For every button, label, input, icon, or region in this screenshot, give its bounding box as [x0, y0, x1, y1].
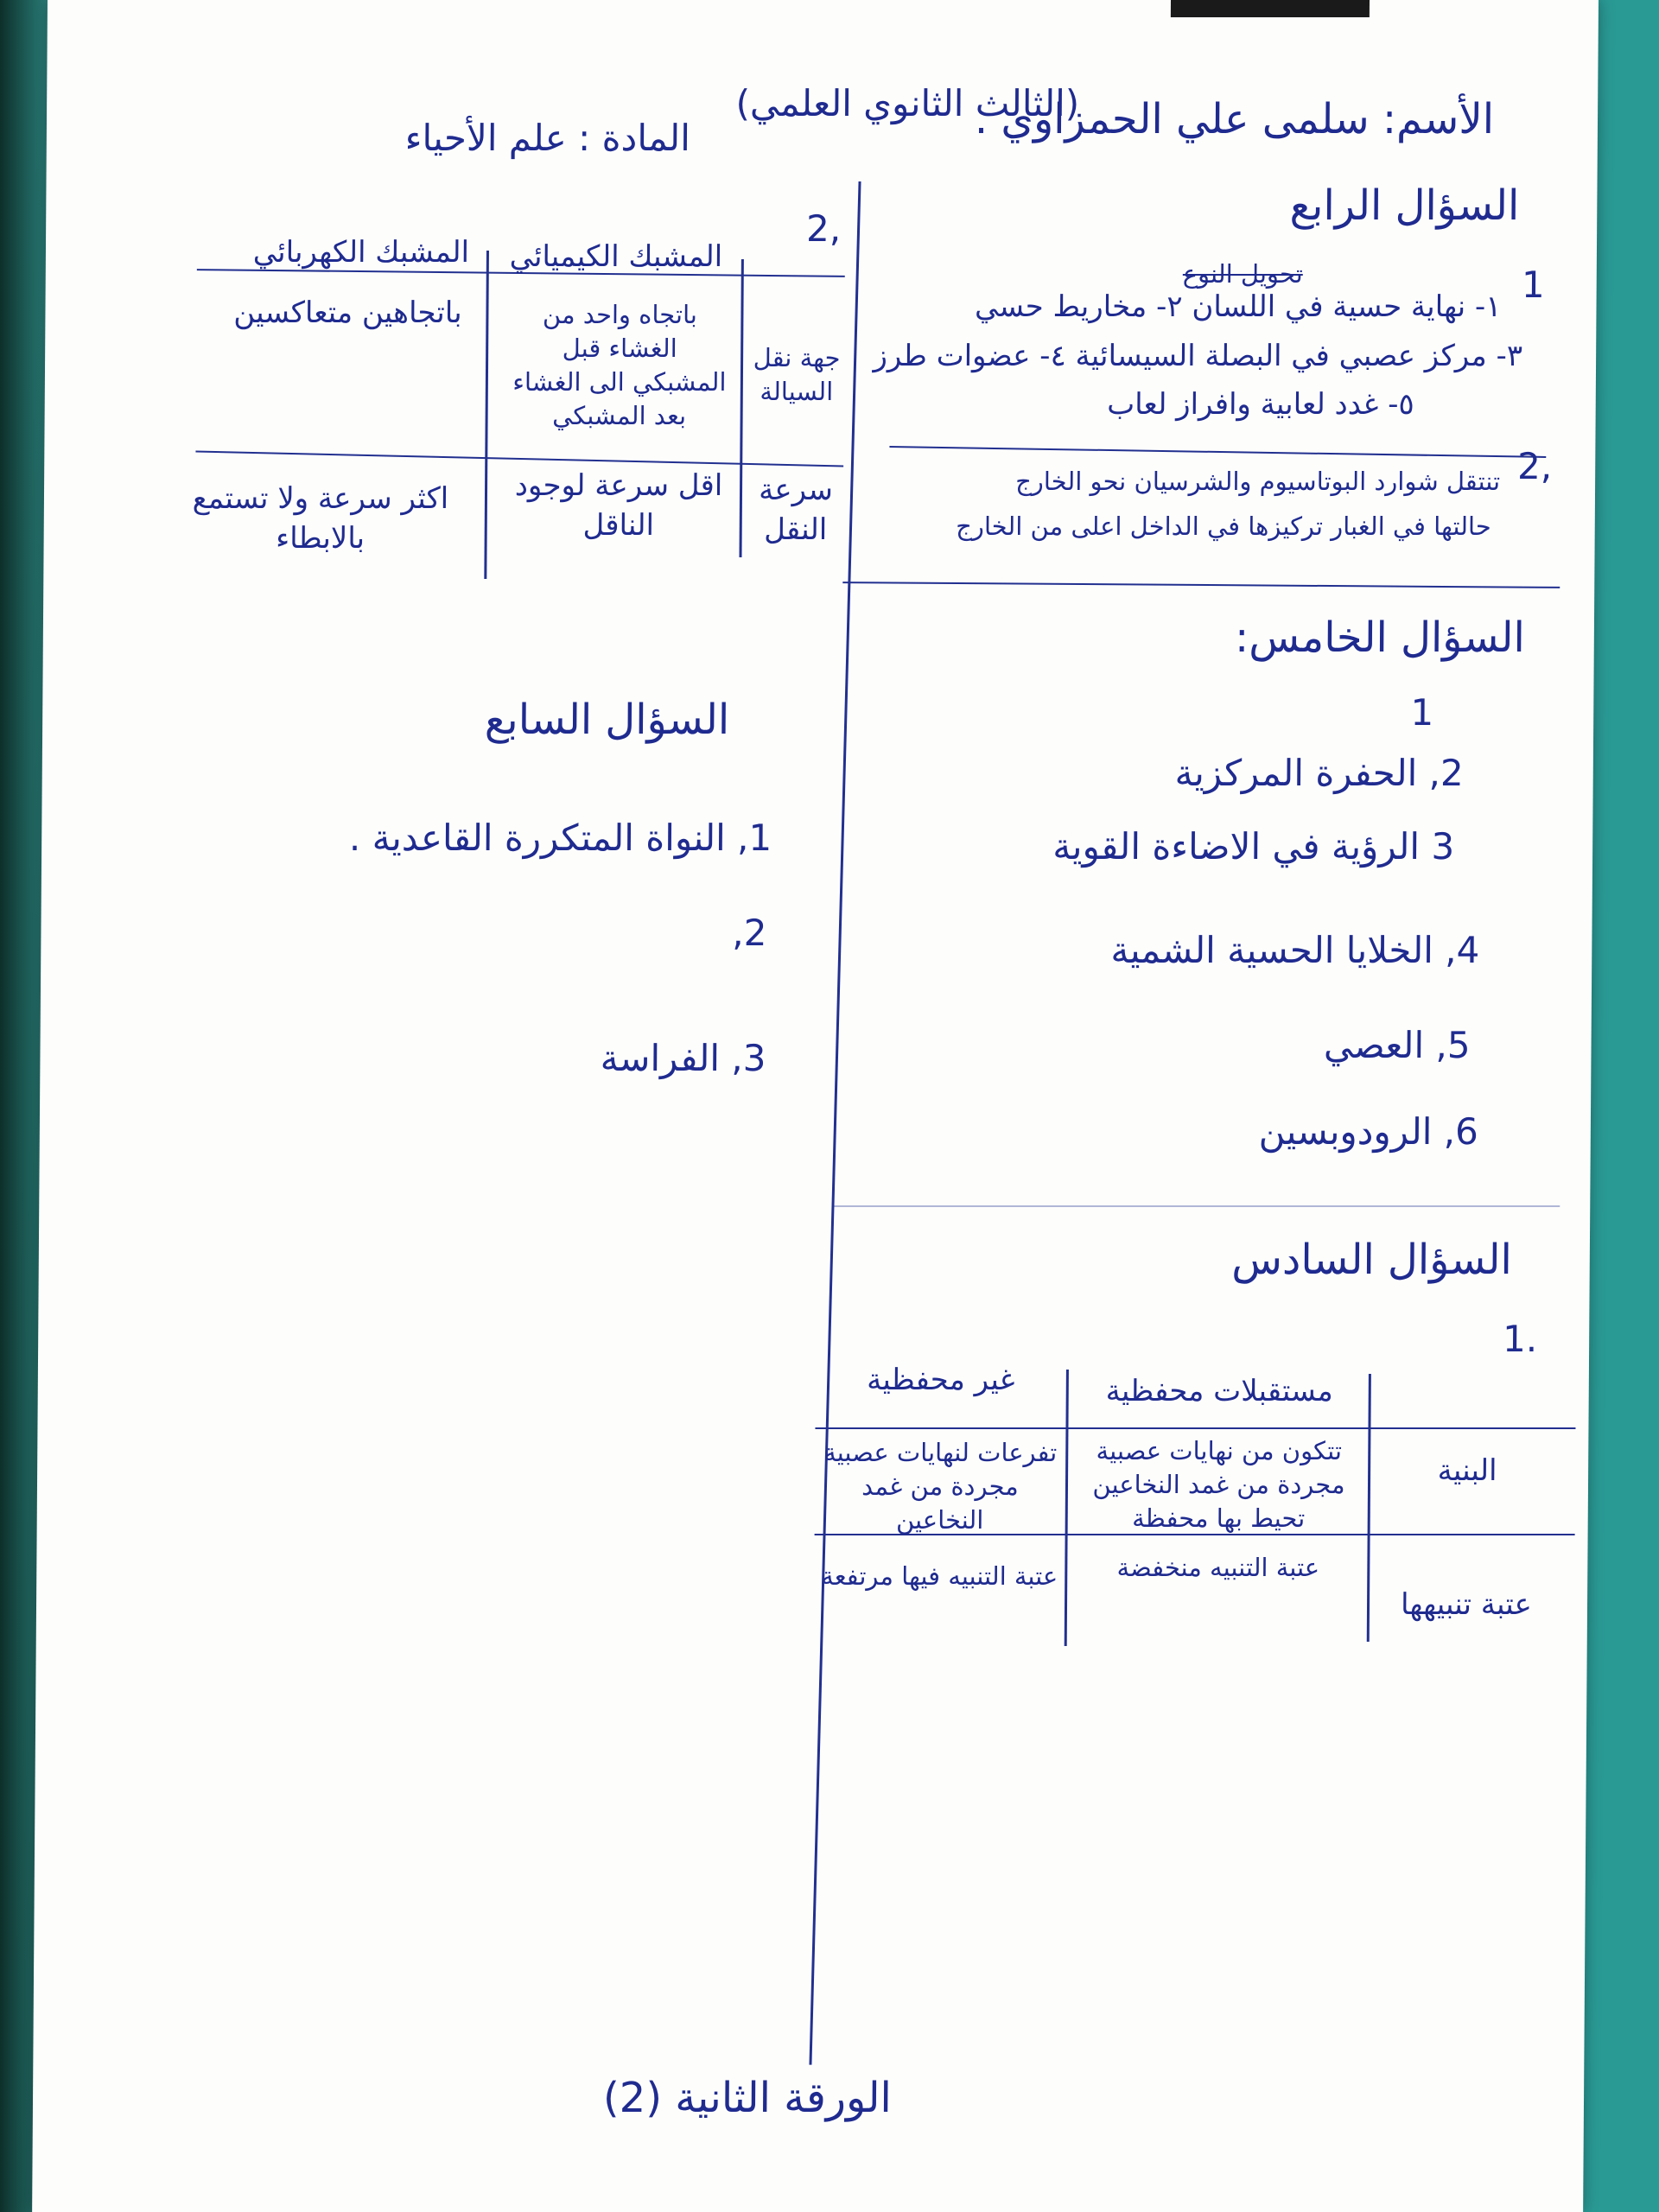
q4-title: السؤال الرابع	[1289, 181, 1520, 230]
q5-item: 5, العصي	[1323, 1024, 1471, 1066]
q6-row-header: عتبة تنبيهها	[1400, 1587, 1533, 1622]
q7-item: 1, النواة المتكررة القاعدية .	[348, 817, 772, 859]
q6-row-header: البنية	[1437, 1453, 1497, 1488]
q6-cell: تفرعات لنهايات عصبية مجردة من غمد النخاعين	[823, 1438, 1058, 1535]
q4-answer-line: حالتها في الغبار تركيزها في الداخل اعلى من الخارج	[956, 512, 1491, 541]
table1-col-header: المشبك الكيميائي	[509, 239, 723, 274]
divider-line	[834, 1205, 1560, 1207]
q5-item: 1	[1410, 691, 1434, 734]
q4-item-number: 2,	[1516, 445, 1553, 487]
q7-item: 2,	[732, 912, 767, 954]
subject-label: المادة : علم الأحياء	[404, 117, 691, 159]
q4-answer-line: تنتقل شوارد البوتاسيوم والشرسيان نحو الخارج	[1015, 467, 1501, 496]
q6-cell: عتبة التنبيه فيها مرتفعة	[821, 1561, 1058, 1591]
q6-col-header: غير محفظية	[867, 1363, 1015, 1397]
q5-item: 6, الرودوبسين	[1258, 1110, 1479, 1153]
q5-item: 3 الرؤية في الاضاءة القوية	[1052, 825, 1455, 868]
q5-title: السؤال الخامس:	[1234, 613, 1526, 662]
q7-item: 3, الفراسة	[600, 1037, 766, 1079]
q5-item: 4, الخلايا الحسية الشمية	[1110, 929, 1480, 971]
divider-line	[889, 446, 1546, 458]
q4-answer-line: ٣- مركز عصبي في البصلة السيسائية ٤- عضوات طرز	[873, 339, 1523, 373]
q6-cell: عتبة التنبيه منخفضة	[1116, 1553, 1320, 1582]
q4-answer-line: ٥- غدد لعابية وافراز لعاب	[1107, 387, 1414, 422]
table1-cell: اقل سرعة لوجود الناقل	[514, 468, 723, 543]
q6-cell: تتكون من نهايات عصبية مجردة من غمد النخاعين تحيط بها محفظة	[1092, 1436, 1345, 1534]
q6-col-header: مستقبلات محفظية	[1105, 1374, 1333, 1408]
tape-strip	[1171, 0, 1370, 17]
table-rule	[484, 251, 489, 579]
exam-paper	[32, 0, 1599, 2212]
divider-line	[842, 582, 1560, 588]
table1-number: 2,	[805, 207, 842, 250]
table1-cell: باتجاهين متعاكسين	[233, 296, 462, 330]
grade-label: (الثالث الثانوي العلمي)	[735, 82, 1080, 124]
table1-cell: اكثر سرعة ولا تستمع بالابطاء	[192, 481, 449, 556]
q4-item-number: 1	[1521, 264, 1545, 306]
table1-row-header: جهة نقل السيالة	[753, 343, 841, 407]
q6-item-number: 1.	[1502, 1318, 1538, 1360]
q6-title: السؤال السادس	[1231, 1236, 1513, 1284]
table1-row-header: سرعة النقل	[759, 473, 834, 547]
table-rule	[1065, 1370, 1069, 1646]
table1-col-header: المشبك الكهربائي	[252, 235, 470, 270]
student-name: الأسم: سلمى علي الحمزاوي .	[974, 95, 1495, 143]
q5-item: 2, الحفرة المركزية	[1174, 752, 1464, 794]
q4-struck-text: تحويل النوع	[1182, 259, 1303, 289]
page-number: الورقة الثانية (2)	[602, 2074, 893, 2122]
table-rule	[195, 450, 843, 467]
q7-title: السؤال السابع	[484, 696, 730, 744]
table-rule	[815, 1427, 1575, 1429]
q4-answer-line: ١- نهاية حسية في اللسان ٢- مخاريط حسي	[974, 289, 1502, 324]
table1-cell: باتجاه واحد من الغشاء قبل المشبكي الى الغشاء بعد المشبكي	[512, 300, 727, 431]
